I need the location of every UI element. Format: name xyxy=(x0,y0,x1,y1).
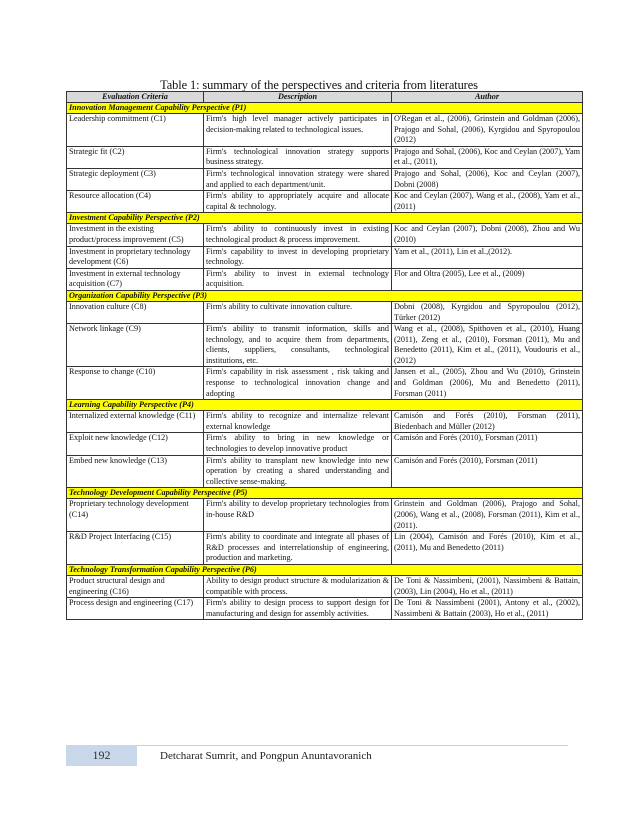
criteria-cell: Investment in external technology acquisition (C7) xyxy=(67,268,204,290)
perspective-title: Technology Development Capability Perspective (P5) xyxy=(67,488,583,499)
criteria-row xyxy=(67,499,583,532)
criteria-cell: Process design and engineering (C17) xyxy=(67,598,204,620)
footer-rule xyxy=(75,745,568,746)
author-cell: De Toni & Nassimbeni (2001), Antony et al., (2002), Nassimbeni & Battain (2003), Ho et al., (2011) xyxy=(392,598,583,620)
criteria-row xyxy=(67,598,583,620)
description-cell: Firm's technological innovation strategy supports business strategy. xyxy=(204,146,392,168)
perspective-row xyxy=(67,488,583,499)
criteria-row xyxy=(67,168,583,190)
criteria-cell: Embed new knowledge (C13) xyxy=(67,455,204,488)
description-cell: Ability to design product structure & modularization & compatible with process. xyxy=(204,575,392,597)
criteria-row xyxy=(67,575,583,597)
table-caption: Table 1: summary of the perspectives and criteria from literatures xyxy=(160,78,478,92)
table-header-row xyxy=(67,92,583,103)
criteria-row xyxy=(67,224,583,246)
author-cell: Koc and Ceylan (2007), Dobni (2008), Zhou and Wu (2010) xyxy=(392,224,583,246)
perspective-row xyxy=(67,564,583,575)
author-cell: Grinstein and Goldman (2006), Prajogo and Sohal, (2006), Wang et al., (2008), Forsman (2011), Kim et al., (2011). xyxy=(392,499,583,532)
author-cell: Flor and Oltra (2005), Lee et al., (2009) xyxy=(392,268,583,290)
perspective-row xyxy=(67,290,583,301)
author-cell: Yam et al., (2011), Lin et al.,(2012). xyxy=(392,246,583,268)
author-cell: Prajogo and Sohal, (2006), Koc and Ceylan (2007), Dobni (2008) xyxy=(392,168,583,190)
criteria-row xyxy=(67,301,583,323)
author-cell: Lin (2004), Camisón and Forés (2010), Kim et al., (2011), Mu and Benedetto (2011) xyxy=(392,532,583,565)
criteria-row xyxy=(67,146,583,168)
description-cell: Firm's high level manager actively participates in decision-making related to technological issues. xyxy=(204,114,392,147)
criteria-cell: Investment in proprietary technology development (C6) xyxy=(67,246,204,268)
author-cell: Jansen et al., (2005), Zhou and Wu (2010), Grinstein and Goldman (2006), Mu and Benedetto (2011), Forsman (2011) xyxy=(392,367,583,400)
criteria-row xyxy=(67,433,583,455)
criteria-cell: Proprietary technology development (C14) xyxy=(67,499,204,532)
criteria-row xyxy=(67,532,583,565)
author-cell: Camisón and Forés (2010), Forsman (2011) xyxy=(392,433,583,455)
description-cell: Firm's capability in risk assessment , risk taking and response to technological innovation change and adopting xyxy=(204,367,392,400)
page-number: 192 xyxy=(66,745,137,766)
perspective-row xyxy=(67,400,583,411)
perspective-title: Innovation Management Capability Perspective (P1) xyxy=(67,103,583,114)
criteria-row xyxy=(67,324,583,367)
author-cell: Camisón and Forés (2010), Forsman (2011), Biedenbach and Müller (2012) xyxy=(392,411,583,433)
criteria-row xyxy=(67,455,583,488)
description-cell: Firm's ability to develop proprietary technologies from in-house R&D xyxy=(204,499,392,532)
criteria-cell: Leadership commitment (C1) xyxy=(67,114,204,147)
criteria-cell: Exploit new knowledge (C12) xyxy=(67,433,204,455)
description-cell: Firm's ability to recognize and internalize relevant external knowledge xyxy=(204,411,392,433)
description-cell: Firm's ability to coordinate and integrate all phases of R&D processes and interrelationship of engineering, production and marketing. xyxy=(204,532,392,565)
criteria-cell: Strategic fit (C2) xyxy=(67,146,204,168)
author-cell: Koc and Ceylan (2007), Wang et al., (2008), Yam et al., (2011) xyxy=(392,191,583,213)
criteria-row xyxy=(67,191,583,213)
description-cell: Firm's ability to transmit information, skills and technology, and to acquire them from departments, clients, suppliers, consultants, technological institutions, etc. xyxy=(204,324,392,367)
perspective-title: Learning Capability Perspective (P4) xyxy=(67,400,583,411)
description-cell: Firm's ability to transplant new knowledge into new operation by creating a shared understanding and collective sense-making. xyxy=(204,455,392,488)
criteria-cell: Strategic deployment (C3) xyxy=(67,168,204,190)
perspective-row xyxy=(67,103,583,114)
criteria-row xyxy=(67,246,583,268)
author-cell: De Toni & Nassimbeni, (2001), Nassimbeni & Battain, (2003), Lin (2004), Ho et al., (2011) xyxy=(392,575,583,597)
description-cell: Firm's ability to continuously invest in existing technological product & process improvement. xyxy=(204,224,392,246)
criteria-cell: Internalized external knowledge (C11) xyxy=(67,411,204,433)
author-cell: Camisón and Forés (2010), Forsman (2011) xyxy=(392,455,583,488)
criteria-cell: Product structural design and engineering (C16) xyxy=(67,575,204,597)
literature-table xyxy=(66,91,583,620)
footer-authors: Detcharat Sumrit, and Pongpun Anuntavoranich xyxy=(160,750,372,762)
criteria-cell: Network linkage (C9) xyxy=(67,324,204,367)
criteria-cell: R&D Project Interfacing (C15) xyxy=(67,532,204,565)
header-description: Description xyxy=(204,92,392,103)
criteria-row xyxy=(67,268,583,290)
description-cell: Firm's ability to bring in new knowledge or technologies to develop innovative product xyxy=(204,433,392,455)
description-cell: Firm's ability to appropriately acquire and allocate capital & technology. xyxy=(204,191,392,213)
header-author: Author xyxy=(392,92,583,103)
perspective-title: Organization Capability Perspective (P3) xyxy=(67,290,583,301)
criteria-cell: Innovation culture (C8) xyxy=(67,301,204,323)
description-cell: Firm's ability to invest in external technology acquisition. xyxy=(204,268,392,290)
criteria-cell: Resource allocation (C4) xyxy=(67,191,204,213)
description-cell: Firm's technological innovation strategy were shared and applied to each department/unit. xyxy=(204,168,392,190)
description-cell: Firm's ability to cultivate innovation culture. xyxy=(204,301,392,323)
perspective-title: Investment Capability Perspective (P2) xyxy=(67,213,583,224)
description-cell: Firm's ability to design process to support design for manufacturing and design for assembly activities. xyxy=(204,598,392,620)
criteria-cell: Response to change (C10) xyxy=(67,367,204,400)
description-cell: Firm's capability to invest in developing proprietary technology. xyxy=(204,246,392,268)
criteria-cell: Investment in the existing product/process improvement (C5) xyxy=(67,224,204,246)
criteria-row xyxy=(67,411,583,433)
author-cell: Dobni (2008), Kyrgidou and Spyropoulou (2012), Türker (2012) xyxy=(392,301,583,323)
criteria-row xyxy=(67,114,583,147)
author-cell: O'Regan et al., (2006), Grinstein and Goldman (2006), Prajogo and Sohal, (2006), Kyrgidou and Spyropoulou (2012) xyxy=(392,114,583,147)
author-cell: Prajogo and Sohal, (2006), Koc and Ceylan (2007), Yam et al., (2011), xyxy=(392,146,583,168)
author-cell: Wang et al., (2008), Spithoven et al., (2010), Huang (2011), Zeng et al., (2010), Forsman (2011), Mu and Benedetto (2011), Kim et al., (2011), Voudouris et al., (2012) xyxy=(392,324,583,367)
perspective-title: Technology Transformation Capability Perspective (P6) xyxy=(67,564,583,575)
perspective-row xyxy=(67,213,583,224)
criteria-row xyxy=(67,367,583,400)
header-criteria: Evaluation Criteria xyxy=(67,92,204,103)
